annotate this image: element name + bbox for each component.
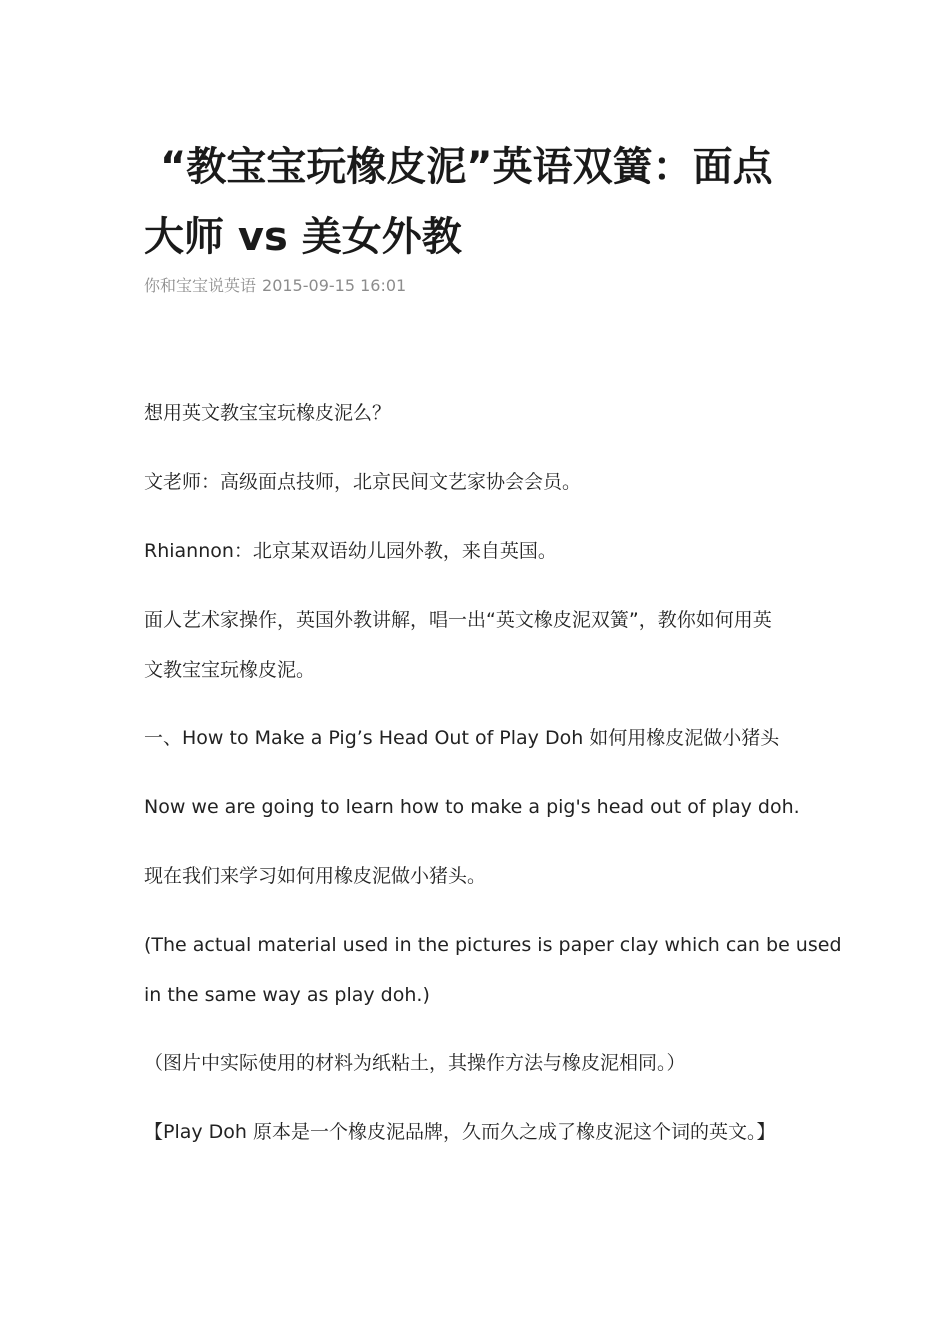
paragraph-description xyxy=(144,595,814,695)
paragraph-material-note-english-line-1: (The actual material used in the pictures is paper clay which can be used xyxy=(144,934,842,956)
paragraph-material-note-english-line-2: in the same way as play doh.) xyxy=(144,984,430,1006)
article-title xyxy=(144,132,814,272)
section-heading-pig-head: 一、How to Make a Pig’s Head Out of Play Doh 如何用橡皮泥做小猪头 xyxy=(144,727,780,749)
article-author: 你和宝宝说英语 xyxy=(144,276,257,295)
paragraph-teacher-wen: 文老师：高级面点技师，北京民间文艺家协会会员。 xyxy=(144,471,582,493)
paragraph-description-line-1: 面人艺术家操作，英国外教讲解，唱一出“英文橡皮泥双簧”，教你如何用英 xyxy=(144,609,772,631)
paragraph-english-intro: Now we are going to learn how to make a pig's head out of play doh. xyxy=(144,796,800,818)
article-meta xyxy=(144,275,406,297)
paragraph-material-note-english xyxy=(144,920,842,1020)
article-title-line-1: “教宝宝玩橡皮泥”英语双簧：面点 xyxy=(160,144,773,190)
article-title-line-2: 大师 vs 美女外教 xyxy=(144,214,462,260)
paragraph-rhiannon: Rhiannon：北京某双语幼儿园外教，来自英国。 xyxy=(144,540,557,562)
paragraph-chinese-intro: 现在我们来学习如何用橡皮泥做小猪头。 xyxy=(144,865,487,887)
paragraph-description-line-2: 文教宝宝玩橡皮泥。 xyxy=(144,659,316,681)
paragraph-material-note-chinese: （图片中实际使用的材料为纸粘土，其操作方法与橡皮泥相同。） xyxy=(144,1052,686,1074)
paragraph-intro-question: 想用英文教宝宝玩橡皮泥么？ xyxy=(144,402,392,424)
article-date: 2015-09-15 16:01 xyxy=(262,276,407,295)
paragraph-play-doh-note: 【Play Doh 原本是一个橡皮泥品牌，久而久之成了橡皮泥这个词的英文。】 xyxy=(144,1121,776,1143)
